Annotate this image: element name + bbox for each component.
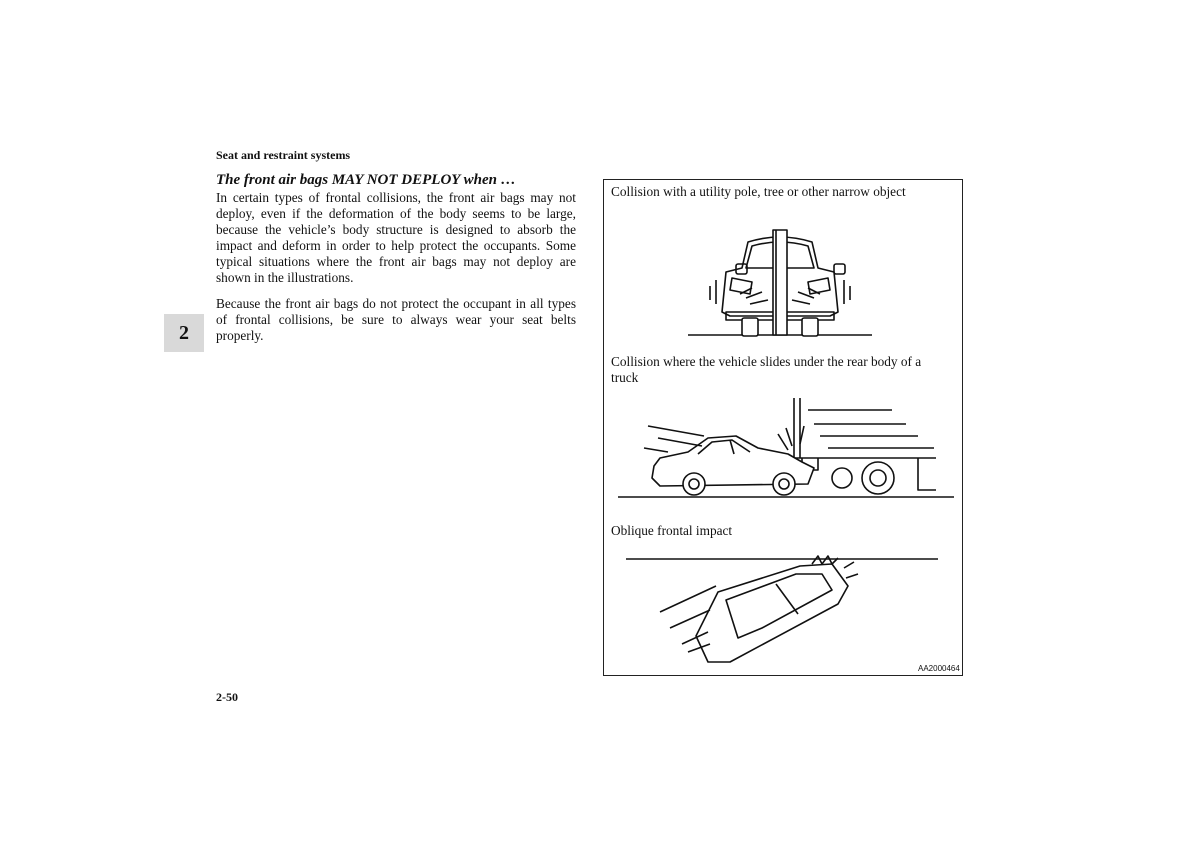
figure-code: AA2000464 [918, 664, 960, 673]
paragraph-intro: In certain types of frontal collisions, the front air bags may not deploy, even if the deformation of the body seems to be large, because the vehicle’s body structure is designed to absorb the impact and deform in order to help protect the occupants. Some typical situations where the front air bags may not deploy are shown in the illustrations. [216, 190, 576, 285]
caption-truck-underride: Collision where the vehicle slides under the rear body of a truck [611, 354, 922, 385]
section-heading: The front air bags MAY NOT DEPLOY when … [216, 172, 516, 188]
caption-pole-collision: Collision with a utility pole, tree or other narrow object [611, 184, 906, 199]
page-number: 2-50 [216, 690, 238, 704]
truck-underride-illustration [618, 396, 954, 500]
pole-collision-illustration [680, 228, 880, 346]
section-header: Seat and restraint systems [216, 148, 351, 162]
oblique-impact-illustration [626, 552, 940, 670]
paragraph-seatbelt: Because the front air bags do not protect the occupant in all types of frontal collisions, be sure to always wear your seat belts properly. [216, 296, 576, 343]
caption-oblique-impact: Oblique frontal impact [611, 523, 733, 538]
chapter-tab: 2 [164, 314, 204, 352]
